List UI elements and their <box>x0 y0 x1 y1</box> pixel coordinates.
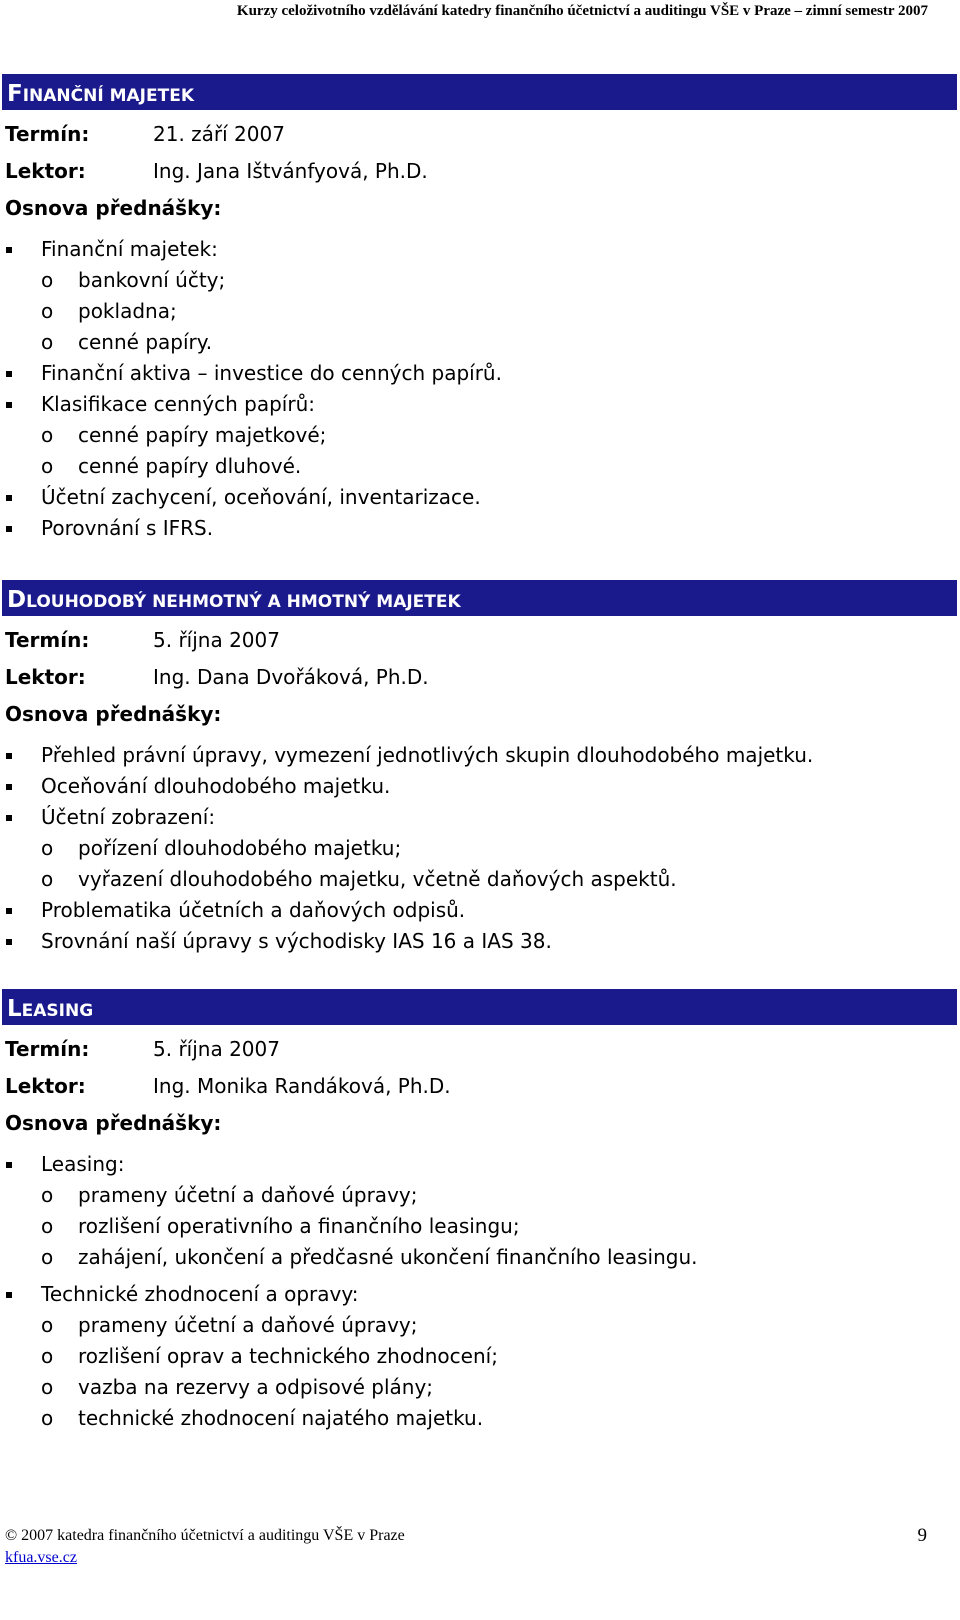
list-item-text: Oceňování dlouhodobého majetku. <box>41 774 391 798</box>
square-bullet-icon <box>6 815 12 821</box>
square-bullet-icon <box>6 908 12 914</box>
term-row <box>5 628 280 652</box>
circle-bullet-icon: o <box>41 268 54 292</box>
list-item-text: Přehled právní úpravy, vymezení jednotlivých skupin dlouhodobého majetku. <box>41 743 814 767</box>
list-item-text: Problematika účetních a daňových odpisů. <box>41 898 466 922</box>
list-item <box>0 1406 940 1434</box>
lecturer-row <box>5 1074 451 1098</box>
circle-bullet-icon: o <box>41 1406 54 1430</box>
square-bullet-icon <box>6 1292 12 1298</box>
term-value: 5. října 2007 <box>153 1037 280 1061</box>
list-item <box>0 929 940 957</box>
circle-bullet-icon: o <box>41 299 54 323</box>
list-item-text: zahájení, ukončení a předčasné ukončení finančního leasingu. <box>78 1245 698 1269</box>
list-item-text: Účetní zobrazení: <box>41 805 216 829</box>
list-item <box>0 516 940 544</box>
list-item-text: Finanční aktiva – investice do cenných papírů. <box>41 361 502 385</box>
list-item-text: bankovní účty; <box>78 268 226 292</box>
lecturer-value: Ing. Jana Ištvánfyová, Ph.D. <box>153 159 428 183</box>
list-item <box>0 1344 940 1372</box>
circle-bullet-icon: o <box>41 1183 54 1207</box>
list-item <box>0 330 940 358</box>
term-label: Termín: <box>5 122 90 146</box>
term-row <box>5 122 285 146</box>
list-item-text: prameny účetní a daňové úpravy; <box>78 1183 418 1207</box>
list-item-text: vyřazení dlouhodobého majetku, včetně daňových aspektů. <box>78 867 677 891</box>
term-label: Termín: <box>5 1037 90 1061</box>
footer-link[interactable]: kfua.vse.cz <box>5 1549 77 1566</box>
square-bullet-icon <box>6 1162 12 1168</box>
square-bullet-icon <box>6 402 12 408</box>
circle-bullet-icon: o <box>41 330 54 354</box>
section-title: FINANČNÍ MAJETEK <box>2 74 957 110</box>
lecturer-label: Lektor: <box>5 665 86 689</box>
list-item-text: Srovnání naší úpravy s východisky IAS 16 a IAS 38. <box>41 929 552 953</box>
list-item <box>0 1313 940 1341</box>
circle-bullet-icon: o <box>41 1344 54 1368</box>
list-item <box>0 1183 940 1211</box>
list-item <box>0 392 940 420</box>
list-item <box>0 1245 940 1273</box>
outline-label: Osnova přednášky: <box>5 702 222 726</box>
list-item-text: Finanční majetek: <box>41 237 218 261</box>
list-item <box>0 485 940 513</box>
list-item-text: Klasifikace cenných papírů: <box>41 392 316 416</box>
list-item-text: Účetní zachycení, oceňování, inventarizace. <box>41 485 481 509</box>
list-item-text: cenné papíry dluhové. <box>78 454 302 478</box>
lecturer-value: Ing. Dana Dvořáková, Ph.D. <box>153 665 429 689</box>
lecturer-row <box>5 665 429 689</box>
square-bullet-icon <box>6 526 12 532</box>
circle-bullet-icon: o <box>41 423 54 447</box>
outline-label: Osnova přednášky: <box>5 196 222 220</box>
list-item <box>0 836 940 864</box>
list-item <box>0 268 940 296</box>
list-item-text: cenné papíry majetkové; <box>78 423 327 447</box>
circle-bullet-icon: o <box>41 867 54 891</box>
outline-label: Osnova přednášky: <box>5 1111 222 1135</box>
circle-bullet-icon: o <box>41 1214 54 1238</box>
square-bullet-icon <box>6 495 12 501</box>
square-bullet-icon <box>6 939 12 945</box>
square-bullet-icon <box>6 247 12 253</box>
circle-bullet-icon: o <box>41 1313 54 1337</box>
list-item <box>0 299 940 327</box>
section-title: LEASING <box>2 989 957 1025</box>
lecturer-label: Lektor: <box>5 159 86 183</box>
list-item <box>0 867 940 895</box>
list-item <box>0 805 940 833</box>
term-value: 21. září 2007 <box>153 122 285 146</box>
lecturer-label: Lektor: <box>5 1074 86 1098</box>
list-item <box>0 423 940 451</box>
list-item-text: rozlišení oprav a technického zhodnocení; <box>78 1344 498 1368</box>
square-bullet-icon <box>6 371 12 377</box>
list-item-text: prameny účetní a daňové úpravy; <box>78 1313 418 1337</box>
list-item <box>0 1282 940 1310</box>
list-item <box>0 898 940 926</box>
list-item <box>0 1152 940 1180</box>
list-item <box>0 1375 940 1403</box>
list-item-text: Porovnání s IFRS. <box>41 516 214 540</box>
list-item-text: cenné papíry. <box>78 330 213 354</box>
list-item-text: Technické zhodnocení a opravy: <box>41 1282 359 1306</box>
square-bullet-icon <box>6 784 12 790</box>
list-item <box>0 774 940 802</box>
term-row <box>5 1037 280 1061</box>
list-item-text: pořízení dlouhodobého majetku; <box>78 836 402 860</box>
circle-bullet-icon: o <box>41 454 54 478</box>
term-label: Termín: <box>5 628 90 652</box>
running-header: Kurzy celoživotního vzdělávání katedry finančního účetnictví a auditingu VŠE v Praze – zimní semestr 2007 <box>236 3 928 19</box>
term-value: 5. října 2007 <box>153 628 280 652</box>
list-item <box>0 454 940 482</box>
circle-bullet-icon: o <box>41 1245 54 1269</box>
list-item-text: rozlišení operativního a finančního leasingu; <box>78 1214 520 1238</box>
list-item <box>0 237 940 265</box>
list-item-text: vazba na rezervy a odpisové plány; <box>78 1375 434 1399</box>
footer-copyright: © 2007 katedra finančního účetnictví a auditingu VŠE v Praze <box>5 1527 405 1544</box>
list-item <box>0 1214 940 1242</box>
list-item <box>0 361 940 389</box>
page-number: 9 <box>917 1525 927 1546</box>
list-item-text: technické zhodnocení najatého majetku. <box>78 1406 484 1430</box>
lecturer-row <box>5 159 428 183</box>
square-bullet-icon <box>6 753 12 759</box>
section-title: DLOUHODOBÝ NEHMOTNÝ A HMOTNÝ MAJETEK <box>2 580 957 616</box>
lecturer-value: Ing. Monika Randáková, Ph.D. <box>153 1074 451 1098</box>
circle-bullet-icon: o <box>41 836 54 860</box>
circle-bullet-icon: o <box>41 1375 54 1399</box>
list-item <box>0 743 940 771</box>
list-item-text: Leasing: <box>41 1152 125 1176</box>
list-item-text: pokladna; <box>78 299 177 323</box>
